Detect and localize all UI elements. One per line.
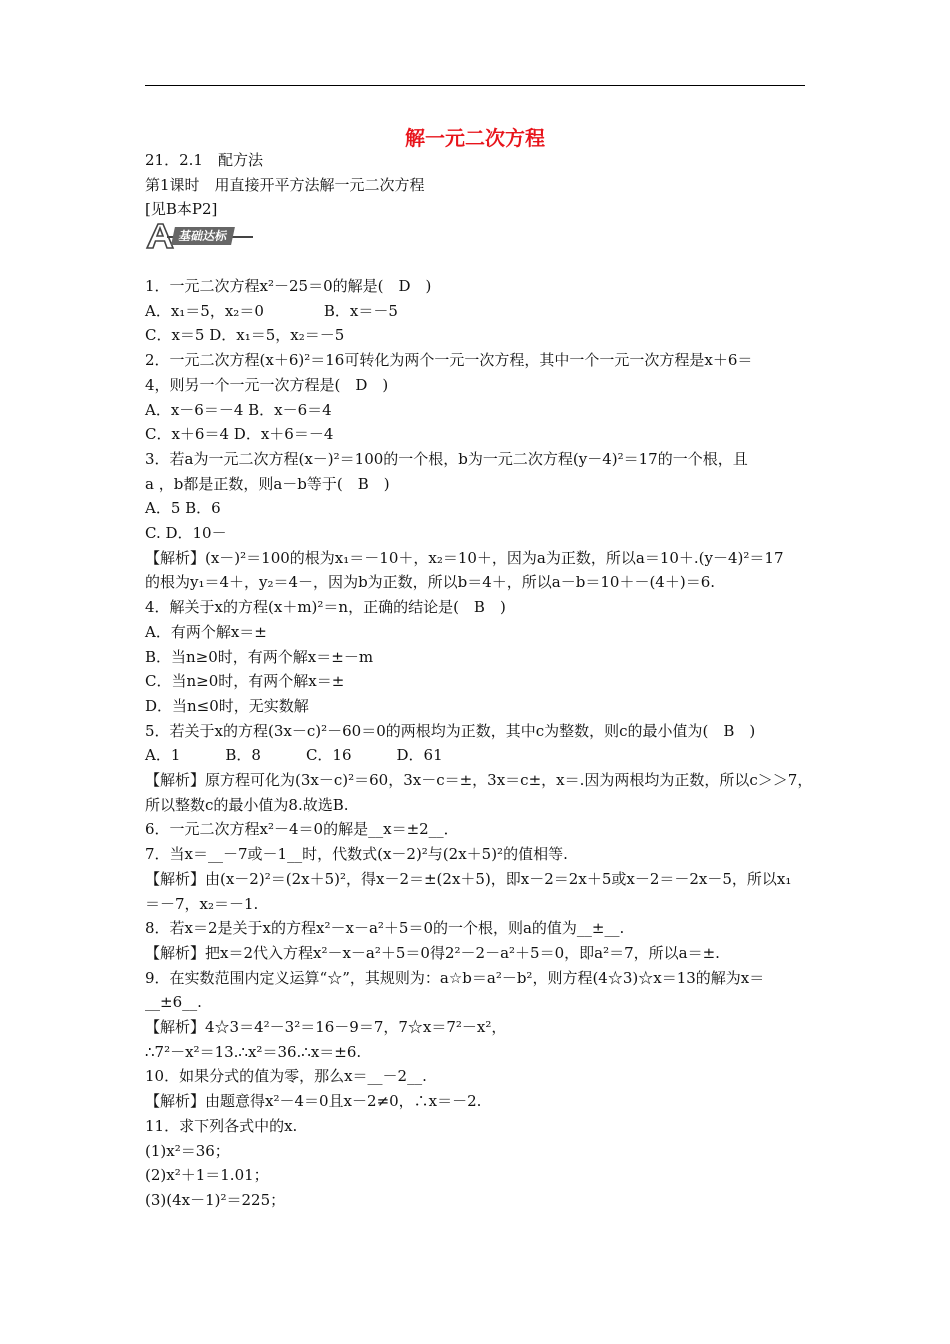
text-line: 3．若a为一元二次方程(x－)²＝100的一个根，b为一元二次方程(y－4)²＝17的一个根，且 (145, 449, 748, 468)
text-line: C. D．10－ (145, 524, 227, 542)
text-line: 2．一元二次方程(x＋6)²＝16可转化为两个一元一次方程，其中一个一元一次方程是x＋6＝ (145, 351, 753, 370)
text-line: 11．求下列各式中的x. (145, 1116, 298, 1135)
text-line: C．x＋6＝4 D．x＋6＝－4 (145, 425, 334, 444)
text-line: 4．解关于x的方程(x＋m)²＝n，正确的结论是( B ) (145, 598, 506, 617)
text-line: 【解析】原方程可化为(3x－c)²＝60，3x－c＝±，3x＝c±，x＝.因为两根均为正数，所以c＞＞7， (145, 771, 813, 789)
text-line: 【解析】(x－)²＝100的根为x₁＝－10＋，x₂＝10＋，因为a为正数，所以a＝10＋.(y－4)²＝17 (145, 548, 784, 567)
text-line: 10．如果分式的值为零，那么x＝__－2__. (145, 1067, 427, 1086)
text-line: 9．在实数范围内定义运算“☆”，其规则为：a☆b＝a²－b²，则方程(4☆3)☆x＝13的解为x＝ (145, 968, 765, 987)
text-line: A．1 B．8 C．16 D．61 (145, 746, 443, 765)
book-reference: [见B本P2] (145, 200, 218, 218)
text-line: C．当n≥0时，有两个解x＝± (145, 672, 345, 691)
text-line: 的根为y₁＝4＋，y₂＝4－，因为b为正数，所以b＝4＋，所以a－b＝10＋－(4＋)＝6. (145, 573, 716, 592)
text-line: ∴7²－x²＝13.∴x²＝36.∴x＝±6. (145, 1042, 362, 1061)
text-line: ＝－7，x₂＝－1. (145, 894, 259, 913)
section-heading: 21．2.1 配方法 (145, 151, 263, 169)
text-line: A．5 B．6 (145, 499, 221, 518)
text-line: A．x₁＝5，x₂＝0 B．x＝－5 (145, 301, 398, 320)
text-line: 4，则另一个一元一次方程是( D ) (145, 375, 389, 394)
text-line: 1．一元二次方程x²－25＝0的解是( D ) (145, 277, 432, 295)
text-line: 【解析】由题意得x²－4＝0且x－2≠0，∴x＝－2. (145, 1092, 482, 1111)
text-line: 【解析】把x＝2代入方程x²－x－a²＋5＝0得2²－2－a²＋5＝0，即a²＝7，所以a＝±. (145, 943, 720, 962)
lesson-heading: 第1课时 用直接开平方法解一元二次方程 (145, 176, 425, 194)
page-title: 解一元二次方程 (405, 126, 545, 150)
text-line: D．当n≤0时，无实数解 (145, 696, 309, 715)
text-line: C．x＝5 D．x₁＝5，x₂＝－5 (145, 326, 345, 345)
text-line: A．x－6＝－4 B．x－6＝4 (145, 400, 332, 419)
badge-label: 基础达标 (171, 227, 235, 245)
header-rule (145, 85, 805, 86)
text-line: (2)x²＋1＝1.01； (145, 1166, 269, 1185)
text-line: a ，b都是正数，则a－b等于( B ) (145, 474, 390, 493)
text-line: (3)(4x－1)²＝225； (145, 1190, 286, 1209)
text-line: __±6__. (145, 993, 202, 1012)
text-line: 5．若关于x的方程(3x－c)²－60＝0的两根均为正数，其中c为整数，则c的最小值为( B ) (145, 721, 756, 740)
text-line: 8．若x＝2是关于x的方程x²－x－a²＋5＝0的一个根，则a的值为__±__. (145, 919, 625, 938)
text-line: 【解析】由(x－2)²＝(2x＋5)²，得x－2＝±(2x＋5)，即x－2＝2x＋5或x－2＝－2x－5，所以x₁ (145, 869, 792, 888)
text-line: 【解析】4☆3＝4²－3²＝16－9＝7，7☆x＝7²－x²， (145, 1018, 507, 1036)
text-line: 6．一元二次方程x²－4＝0的解是__x＝±2__． (145, 820, 459, 839)
text-line: (1)x²＝36； (145, 1141, 230, 1160)
text-line: A．有两个解x＝± (145, 622, 267, 641)
basic-level-badge (145, 222, 253, 249)
text-line: 7．当x＝__－7或－1__时，代数式(x－2)²与(2x＋5)²的值相等. (145, 845, 568, 864)
text-line: B．当n≥0时，有两个解x＝±－m (145, 647, 374, 666)
text-line: 所以整数c的最小值为8.故选B. (145, 795, 349, 814)
